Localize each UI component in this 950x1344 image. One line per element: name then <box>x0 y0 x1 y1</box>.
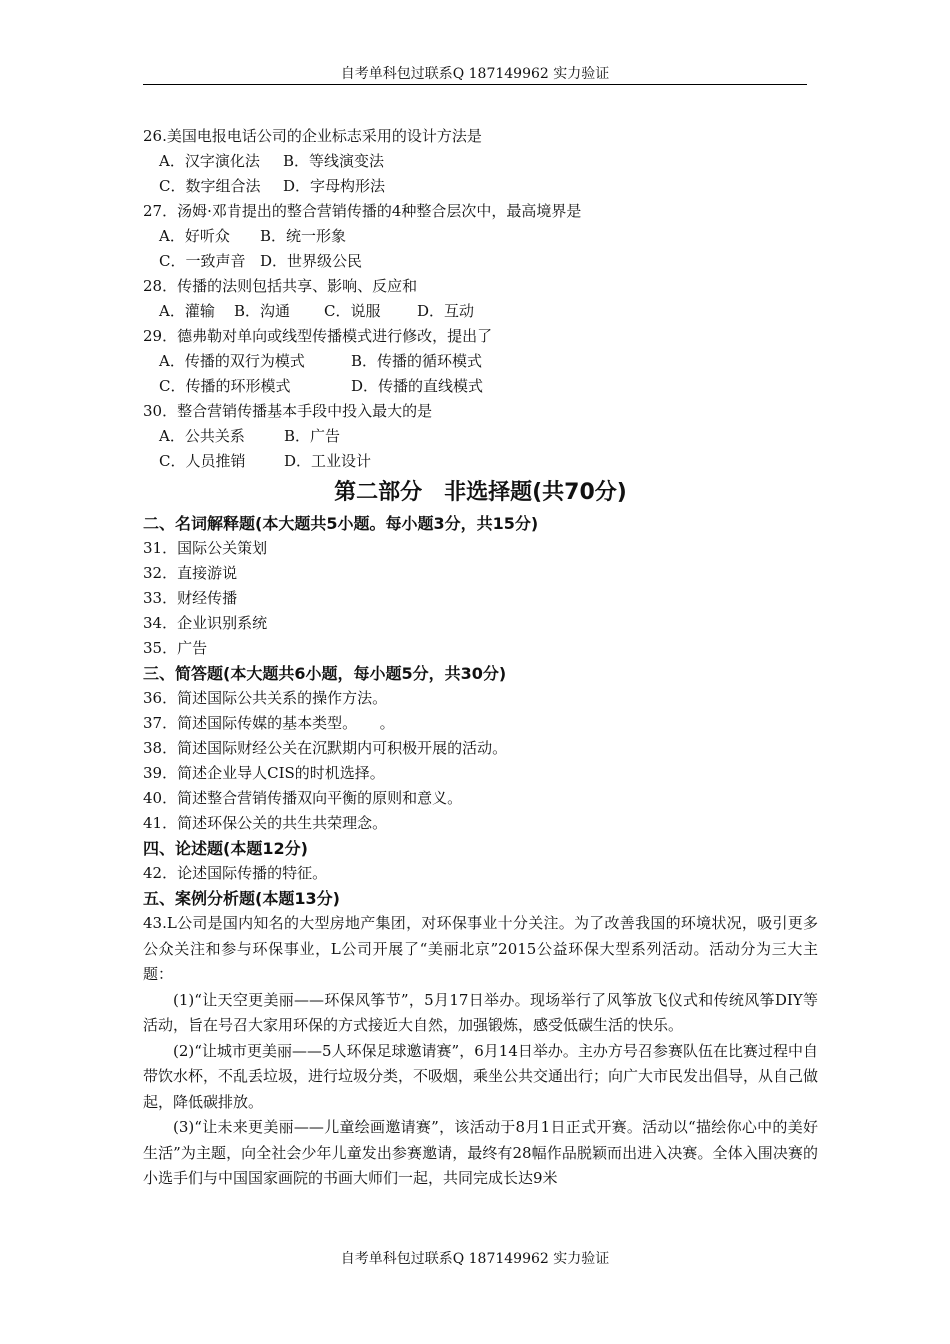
option: C．说服 <box>324 302 381 320</box>
option: D．工业设计 <box>284 452 372 470</box>
section-heading: 三、简答题(本大题共6小题，每小题5分，共30分) <box>143 664 507 683</box>
short-answer-item: 41．简述环保公关的共生共荣理念。 <box>143 814 388 832</box>
short-answer-item: 36．简述国际公共关系的操作方法。 <box>143 689 388 707</box>
case-paragraph: (2)“让城市更美丽——5人环保足球邀请赛”，6月14日举办。主办方号召参赛队伍在比赛过程中自带饮水杯，不乱丢垃圾，进行垃圾分类，不吸烟，乘坐公共交通出行；向广大市民发出倡导，从自己做起，降低碳排放。 <box>143 1041 819 1111</box>
option: B．等线演变法 <box>283 152 385 170</box>
short-answer-item: 38．简述国际财经公关在沉默期内可积极开展的活动。 <box>143 739 508 757</box>
option-row <box>143 224 818 249</box>
short-answer-item: 39．简述企业导人CIS的时机选择。 <box>143 764 385 782</box>
option-row <box>143 149 818 174</box>
term-item: 34．企业识别系统 <box>143 614 268 632</box>
option: C．一致声音 <box>159 252 246 270</box>
case-paragraph: (3)“让未来更美丽——儿童绘画邀请赛”，该活动于8月1日正式开赛。活动以“描绘你心中的美好生活”为主题，向全社会少年儿童发出参赛邀请，最终有28幅作品脱颖而出进入决赛。全体入围决赛的小选手们与中国国家画院的书画大师们一起，共同完成长达9米 <box>143 1118 818 1187</box>
page-header: 自考单科包过联系Q 187149962 实力验证 <box>340 66 610 82</box>
option: D．字母构形法 <box>283 177 386 195</box>
term-item: 32．直接游说 <box>143 564 238 582</box>
option: B．传播的循环模式 <box>351 352 483 370</box>
essay-item: 42．论述国际传播的特征。 <box>143 864 328 882</box>
option: A．汉字演化法 <box>159 152 260 170</box>
short-answer-item: 40．简述整合营销传播双向平衡的原则和意义。 <box>143 789 463 807</box>
term-item: 33．财经传播 <box>143 589 238 607</box>
option-row <box>143 424 818 449</box>
question-26: 26.美国电报电话公司的企业标志采用的设计方法是 <box>143 127 482 145</box>
option: B．沟通 <box>234 302 291 320</box>
section-heading: 五、案例分析题(本题13分) <box>143 889 340 908</box>
question-27: 27．汤姆·邓肯提出的整合营销传播的4种整合层次中，最高境界是 <box>143 202 582 220</box>
page-footer: 自考单科包过联系Q 187149962 实力验证 <box>340 1251 610 1267</box>
option-row <box>143 349 818 374</box>
option-row <box>143 449 818 474</box>
option: C．人员推销 <box>159 452 246 470</box>
option: A．好听众 <box>159 227 230 245</box>
term-item: 35．广告 <box>143 639 208 657</box>
option: D．传播的直线模式 <box>351 377 484 395</box>
term-item: 31．国际公关策划 <box>143 539 268 557</box>
part-two-title: 第二部分 非选择题(共70分) <box>334 480 627 505</box>
option-row <box>143 249 818 274</box>
option-row <box>143 174 818 199</box>
section-heading: 二、名词解释题(本大题共5小题。每小题3分，共15分) <box>143 514 539 533</box>
case-intro: 43.L公司是国内知名的大型房地产集团，对环保事业十分关注。为了改善我国的环境状况，吸引更多公众关注和参与环保事业，L公司开展了“美丽北京”2015公益环保大型系列活动。活动分为三大主题： <box>143 914 818 983</box>
option: A．灌输 <box>159 302 215 320</box>
option: C．传播的环形模式 <box>159 377 291 395</box>
exam-content <box>143 124 818 1192</box>
section-heading: 四、论述题(本题12分) <box>143 839 308 858</box>
question-28: 28．传播的法则包括共享、影响、反应和 <box>143 277 418 295</box>
option: B．广告 <box>284 427 341 445</box>
option: D．世界级公民 <box>260 252 363 270</box>
option-row <box>143 299 818 324</box>
option: A．传播的双行为模式 <box>159 352 305 370</box>
option: A．公共关系 <box>159 427 245 445</box>
option: C．数字组合法 <box>159 177 261 195</box>
header-rule <box>143 84 807 85</box>
question-30: 30．整合营销传播基本手段中投入最大的是 <box>143 402 433 420</box>
question-29: 29．德弗勒对单向或线型传播模式进行修改，提出了 <box>143 327 493 345</box>
case-paragraph: (1)“让天空更美丽——环保风筝节”，5月17日举办。现场举行了风筝放飞仪式和传统风筝DIY等活动，旨在号召大家用环保的方式接近大自然，加强锻炼，感受低碳生活的快乐。 <box>143 990 818 1034</box>
option: B．统一形象 <box>260 227 347 245</box>
short-answer-item: 37．简述国际传媒的基本类型。 。 <box>143 714 395 732</box>
option: D．互动 <box>417 302 475 320</box>
option-row <box>143 374 818 399</box>
